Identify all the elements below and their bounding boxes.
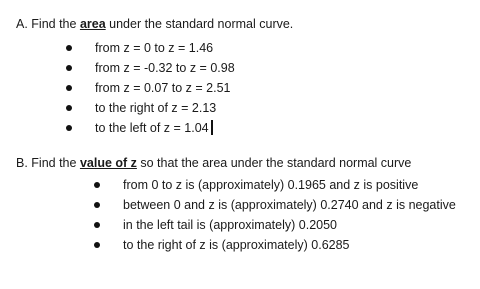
list-item <box>0 197 480 217</box>
bullet-icon <box>94 202 100 208</box>
bullet-icon <box>94 242 100 248</box>
list-item-text: from z = -0.32 to z = 0.98 <box>95 61 235 75</box>
list-item <box>0 60 480 80</box>
list-item <box>0 237 480 257</box>
section-b-list <box>0 177 480 257</box>
section-a-heading-emphasis: area <box>79 17 106 31</box>
list-item-text-with-cursor[interactable] <box>95 120 213 136</box>
section-a-heading-prefix: A. Find the <box>16 17 80 31</box>
bullet-icon <box>66 85 72 91</box>
bullet-icon <box>94 222 100 228</box>
list-item-text: between 0 and z is (approximately) 0.2740 and z is negative <box>123 198 456 212</box>
bullet-icon <box>66 45 72 51</box>
section-b-heading <box>16 155 411 171</box>
text-cursor <box>211 120 213 135</box>
bullet-icon <box>66 125 72 131</box>
list-item-text: in the left tail is (approximately) 0.2050 <box>123 218 337 232</box>
section-b-heading-prefix: B. Find the <box>16 156 80 170</box>
list-item-text: from 0 to z is (approximately) 0.1965 and z is positive <box>123 178 419 192</box>
list-item-text: from z = 0 to z = 1.46 <box>95 41 214 55</box>
list-item-text: to the left of z = 1.04 <box>95 121 209 135</box>
bullet-icon <box>94 182 100 188</box>
bullet-icon <box>66 105 72 111</box>
list-item <box>0 177 480 197</box>
bullet-icon <box>66 65 72 71</box>
list-item <box>0 120 480 140</box>
list-item <box>0 80 480 100</box>
list-item-text: to the right of z = 2.13 <box>95 101 217 115</box>
list-item <box>0 217 480 237</box>
list-item <box>0 40 480 60</box>
section-b-heading-suffix: so that the area under the standard normal curve <box>136 156 412 170</box>
section-a-heading-suffix: under the standard normal curve. <box>105 17 294 31</box>
section-a-list <box>0 40 480 140</box>
list-item <box>0 100 480 120</box>
section-b-heading-emphasis: value of z <box>79 156 137 170</box>
list-item-text: to the right of z is (approximately) 0.6285 <box>123 238 350 252</box>
section-a-heading <box>16 16 293 32</box>
list-item-text: from z = 0.07 to z = 2.51 <box>95 81 231 95</box>
